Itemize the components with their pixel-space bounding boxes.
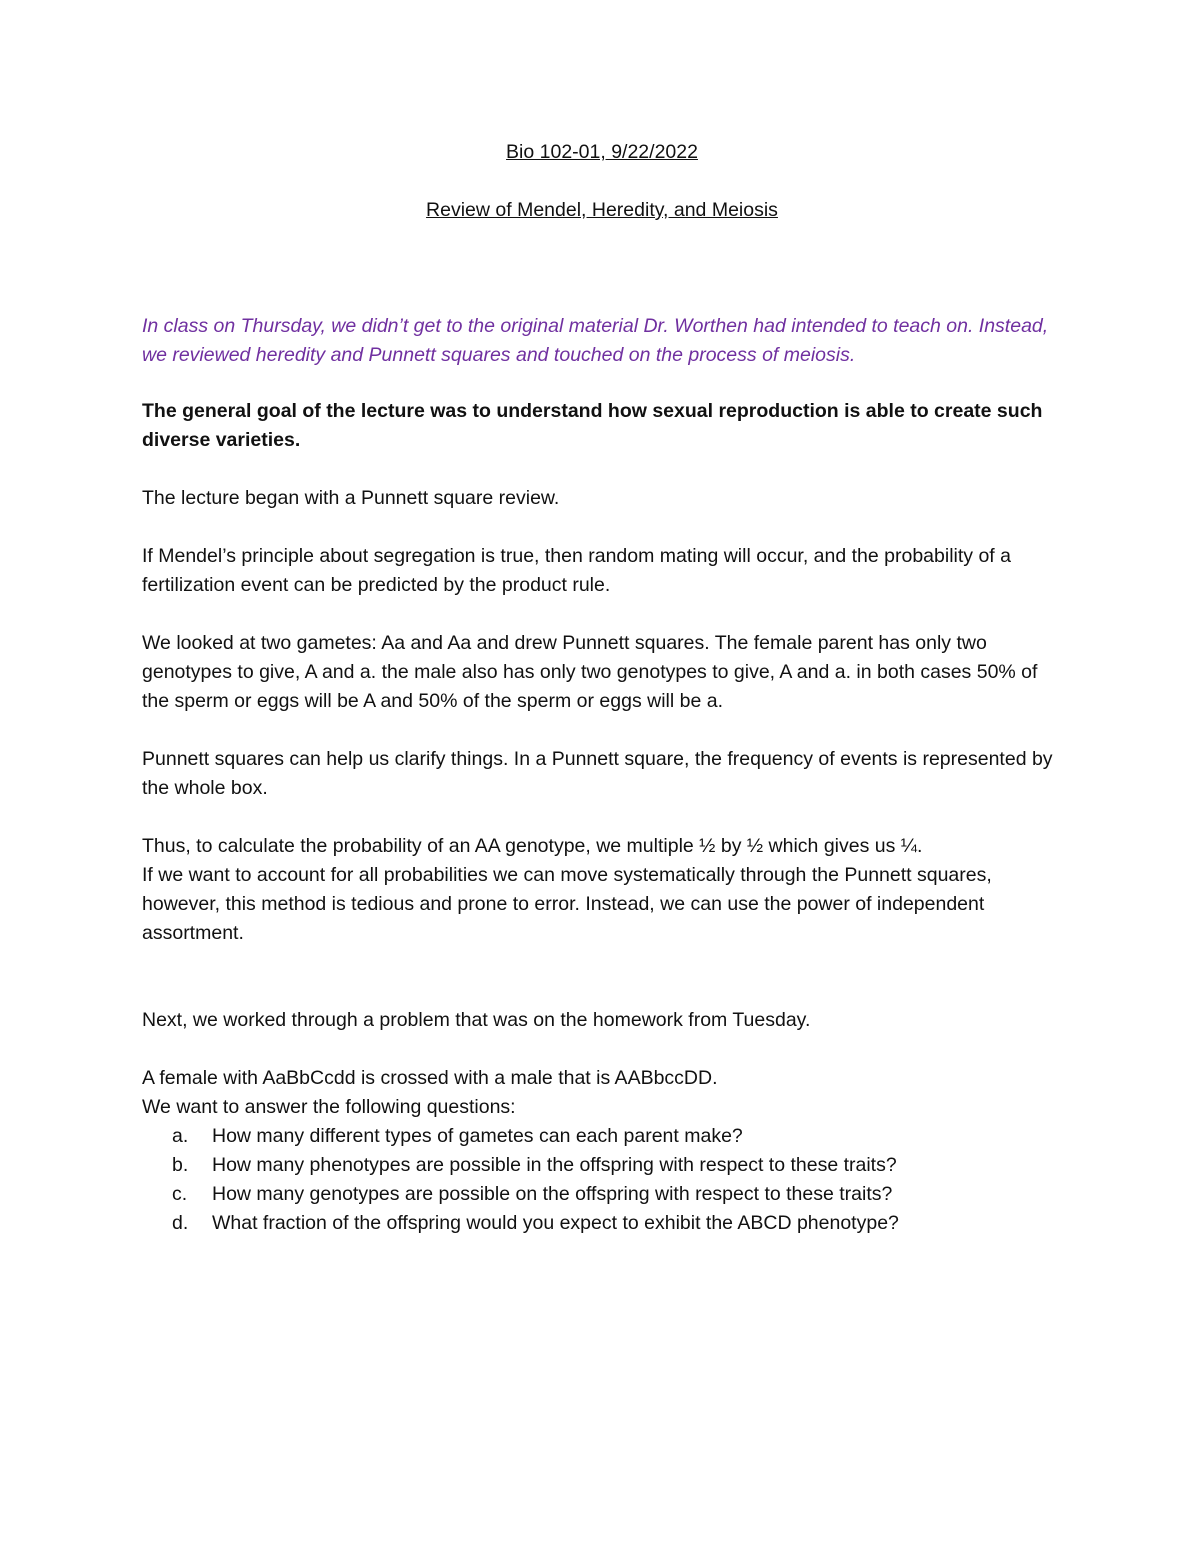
- list-item: [172, 1151, 1062, 1180]
- list-item: [172, 1209, 1062, 1238]
- page-title: Review of Mendel, Heredity, and Meiosis: [426, 199, 778, 221]
- paragraph-cross: A female with AaBbCcdd is crossed with a male that is AABbccDD.: [142, 1067, 718, 1089]
- paragraph-punnett-squares: Punnett squares can help us clarify things. In a Punnett square, the frequency of events is represented by the whole box.: [142, 748, 1053, 799]
- list-item: [172, 1180, 1062, 1209]
- paragraph-homework: Next, we worked through a problem that was on the homework from Tuesday.: [142, 1009, 811, 1031]
- list-marker: b.: [172, 1154, 189, 1176]
- list-marker: a.: [172, 1125, 189, 1147]
- paragraph-gametes: We looked at two gametes: Aa and Aa and drew Punnett squares. The female parent has only two genotypes to give, A and a. the male also has only two genotypes to give, A and a. in both cases 50% of the sperm or eggs will be A and 50% of the sperm or eggs will be a.: [142, 632, 1038, 712]
- question-text: How many phenotypes are possible in the offspring with respect to these traits?: [212, 1154, 897, 1176]
- paragraph-segregation: If Mendel’s principle about segregation is true, then random mating will occur, and the probability of a fertilization event can be predicted by the product rule.: [142, 545, 1011, 596]
- question-text: How many different types of gametes can each parent make?: [212, 1125, 743, 1147]
- paragraph-independent-assortment: If we want to account for all probabilities we can move systematically through the Punnett squares, however, this method is tedious and prone to error. Instead, we can use the power of independent assortment.: [142, 864, 992, 944]
- course-line: Bio 102-01, 9/22/2022: [506, 141, 698, 163]
- paragraph-probability: Thus, to calculate the probability of an AA genotype, we multiple ½ by ½ which gives us ¼.: [142, 835, 923, 857]
- paragraph-punnett-review: The lecture began with a Punnett square review.: [142, 487, 560, 509]
- paragraph-questions-intro: We want to answer the following questions:: [142, 1096, 516, 1118]
- question-text: How many genotypes are possible on the offspring with respect to these traits?: [212, 1183, 893, 1205]
- goal-paragraph: The general goal of the lecture was to understand how sexual reproduction is able to create such diverse varieties.: [142, 400, 1043, 451]
- intro-paragraph: In class on Thursday, we didn’t get to the original material Dr. Worthen had intended to teach on. Instead, we reviewed heredity and Punnett squares and touched on the process of meiosis.: [142, 315, 1049, 366]
- list-marker: c.: [172, 1183, 188, 1205]
- list-marker: d.: [172, 1212, 189, 1234]
- question-text: What fraction of the offspring would you expect to exhibit the ABCD phenotype?: [212, 1212, 899, 1234]
- question-list: [142, 1122, 1062, 1238]
- document-page: [142, 138, 1062, 1238]
- list-item: [172, 1122, 1062, 1151]
